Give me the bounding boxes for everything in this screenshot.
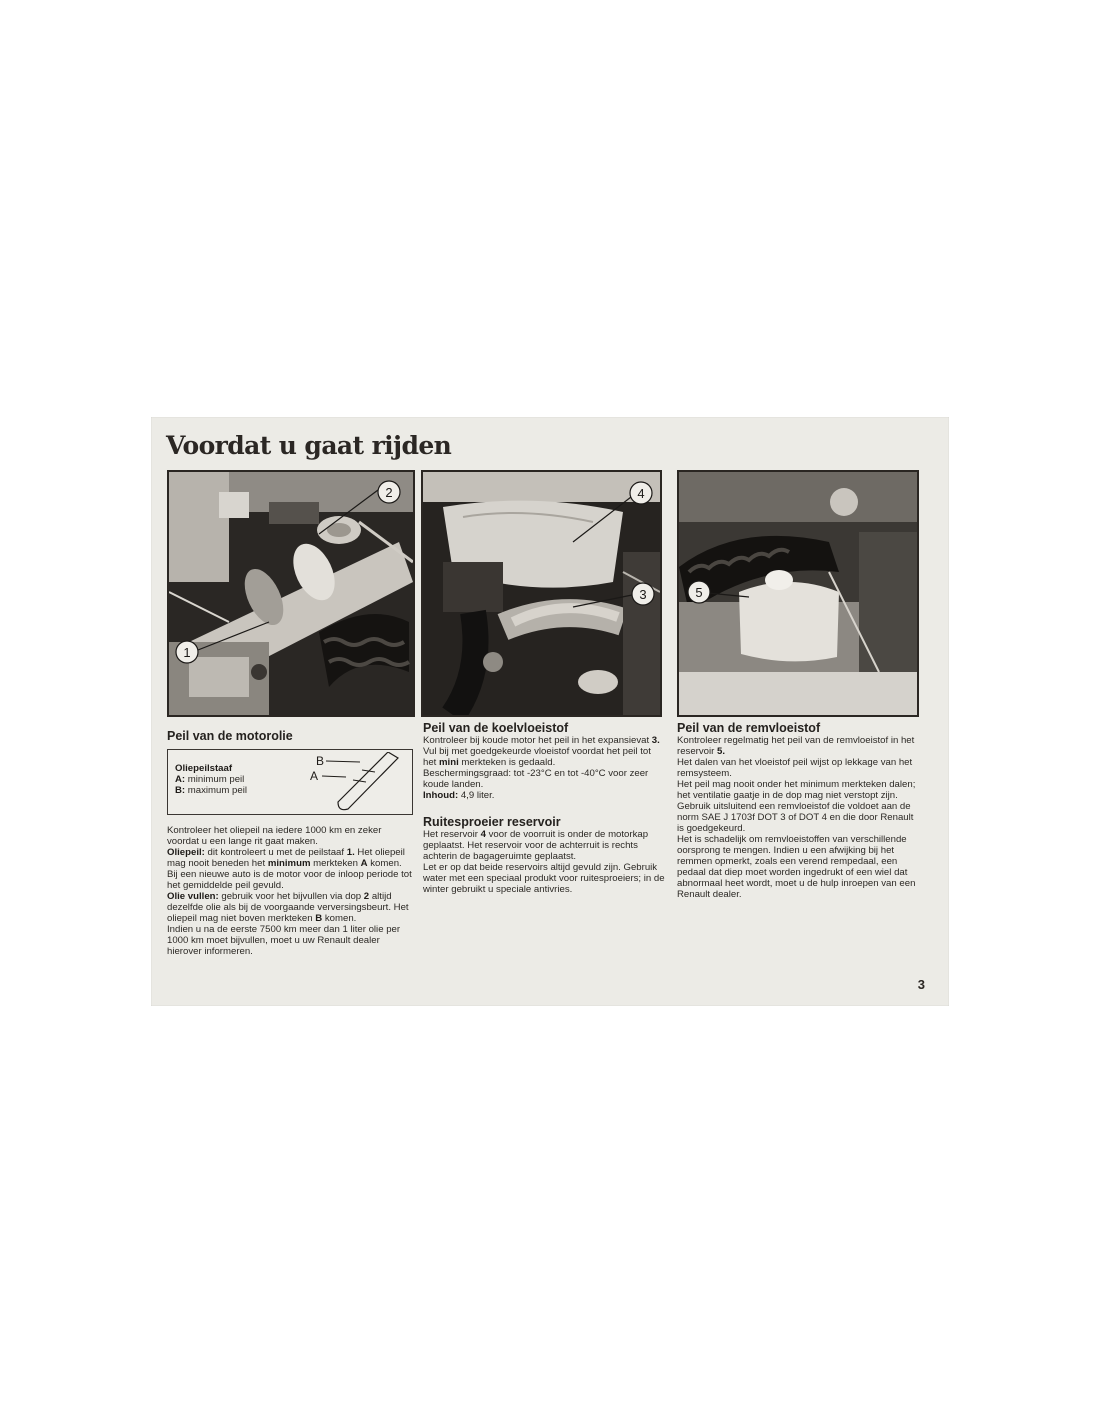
mark-a: A	[310, 769, 319, 783]
section-remvloeistof	[677, 721, 917, 900]
washer-p2: Let er op dat beide reservoirs altijd gevuld zijn. Gebruik water met een speciaal produkt voor ruitesproeiers; in de winter gebruikt u speciale antivries.	[423, 862, 665, 895]
page-title: Voordat u gaat rijden	[166, 431, 452, 460]
brake-p2: Het dalen van het vloeistof peil wijst op lekkage van het remsysteem.	[677, 757, 913, 779]
heading-ruitesproeier: Ruitesproeier reservoir	[423, 815, 561, 829]
callout-4: 4	[637, 486, 645, 501]
engine-photo-brake	[677, 470, 919, 717]
dipstick-max: maximum peil	[187, 785, 247, 796]
dipstick-diagram	[308, 752, 408, 812]
heading-koelvloeistof: Peil van de koelvloeistof	[423, 721, 569, 735]
dipstick-min: minimum peil	[187, 774, 245, 785]
washer-p1: Het reservoir 4 voor de voorruit is onder de motorkap geplaatst. Het reservoir voor de achterruit is rechts achterin de bagageruimte geplaatst.	[423, 829, 649, 862]
brake-p1: Kontroleer regelmatig het peil van de remvloeistof in het reservoir 5.	[677, 735, 915, 757]
section-koelvloeistof	[423, 721, 665, 895]
section-motorolie	[167, 729, 413, 957]
coolant-p2: Beschermingsgraad: tot -23°C en tot -40°C voor zeer koude landen.	[423, 768, 649, 790]
oil-p2: Oliepeil: dit kontroleert u met de peilstaaf 1. Het oliepeil mag nooit beneden het minimum merkteken A komen.	[167, 847, 405, 869]
oil-p4: Olie vullen: gebruik voor het bijvullen via dop 2 altijd dezelfde olie als bij de voorgaande verversingsbeurt. Het oliepeil mag niet boven merkteken B komen.	[167, 891, 409, 924]
callout-5: 5	[695, 585, 703, 600]
coolant-p1: Kontroleer bij koude motor het peil in het expansievat 3. Vul bij met goedgekeurde vloeistof voordat het peil tot het mini merkteken is gedaald.	[423, 735, 660, 768]
mark-b: B	[316, 754, 325, 768]
brake-p3: Het peil mag nooit onder het minimum merkteken dalen; het ventilatie gaatje in de dop mag niet verstopt zijn.	[677, 779, 916, 801]
brake-p4: Gebruik uitsluitend een remvloeistof die voldoet aan de norm SAE J 1703f DOT 3 of DOT 4 en die door Renault is goedgekeurd.	[677, 801, 914, 834]
coolant-p3: Inhoud: 4,9 liter.	[423, 790, 495, 801]
brake-p5: Het is schadelijk om remvloeistoffen van verschillende oorsprong te mengen. Indien u een afwijking bij het remmen opmerkt, zoals een verend rempedaal, een pedaal dat diep moet worden ingedrukt of een wiel dat abnormaal heet wordt, moet u de hulp inroepen van een Renault dealer.	[677, 834, 916, 900]
manual-page	[151, 417, 949, 1006]
callout-3: 3	[639, 587, 647, 602]
callout-1: 1	[183, 645, 191, 660]
callout-2: 2	[385, 485, 393, 500]
heading-motorolie: Peil van de motorolie	[167, 729, 293, 743]
oil-p1: Kontroleer het oliepeil na iedere 1000 km en zeker voordat u een lange rit gaat maken.	[167, 825, 382, 847]
dipstick-title: Oliepeilstaaf	[175, 763, 233, 774]
oil-p3: Bij een nieuwe auto is de motor voor de inloop periode tot het gemiddelde peil gevuld.	[167, 869, 412, 891]
engine-photo-coolant	[421, 470, 662, 717]
heading-remvloeistof: Peil van de remvloeistof	[677, 721, 821, 735]
oil-p5: Indien u na de eerste 7500 km meer dan 1 liter olie per 1000 km moet bijvullen, moet u uw Renault dealer hierover informeren.	[167, 924, 401, 957]
engine-photo-oil	[167, 470, 415, 717]
dipstick-box: Oliepeilstaaf A: minimum peil B: maximum peil B A	[167, 749, 413, 815]
page-number: 3	[917, 977, 925, 992]
